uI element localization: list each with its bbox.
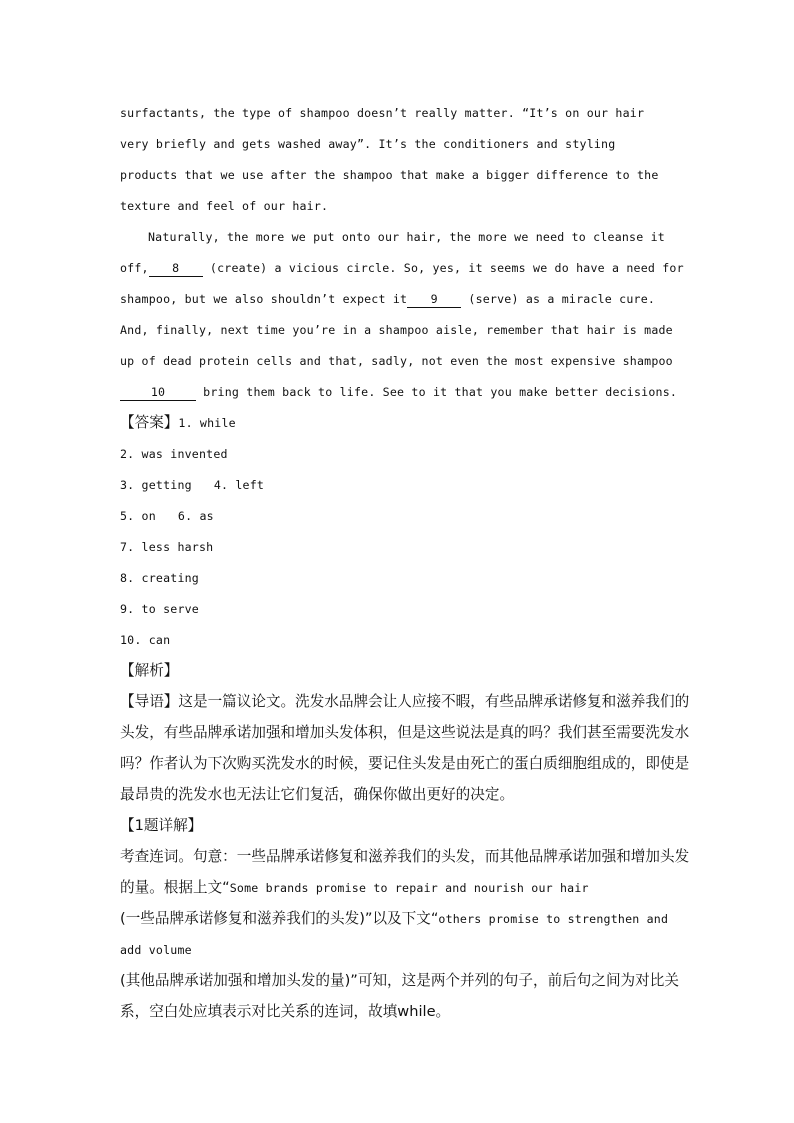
analysis-line: (其他品牌承诺加强和增加头发的量)”可知，这是两个并列的句子，前后句之间为对比关	[120, 972, 679, 989]
analysis-text: 的量。根据上文“	[120, 879, 230, 896]
passage-text: off,	[120, 261, 149, 275]
passage-line	[120, 288, 680, 319]
analysis-section	[120, 660, 690, 1032]
analysis-line: 最昂贵的洗发水也无法让它们复活，确保你做出更好的决定。	[120, 786, 515, 803]
intro-label: 【导语】	[120, 693, 179, 710]
passage-text: (create) a vicious circle. So, yes, it seems we do have a need for	[202, 261, 684, 275]
passage-line: And, finally, next time you’re in a shampoo aisle, remember that hair is made	[120, 323, 673, 337]
answer-item: 7. less harsh	[120, 540, 214, 554]
blank-10: 10	[120, 385, 196, 401]
answer-item: 5. on	[120, 509, 156, 523]
answer-line	[120, 505, 680, 536]
passage-text: shampoo, but we also shouldn’t expect it	[120, 292, 408, 306]
passage-text: (serve) as a miracle cure.	[461, 292, 656, 306]
passage-paragraph-1	[120, 102, 680, 226]
answer-item: 3. getting	[120, 478, 192, 492]
answer-item: 8. creating	[120, 571, 199, 585]
analysis-quote: Some brands promise to repair and nourish our hair	[229, 881, 589, 895]
answer-item: 1. while	[178, 416, 236, 430]
analysis-line	[120, 691, 690, 722]
blank-9: 9	[407, 292, 461, 308]
passage-line: up of dead protein cells and that, sadly, not even the most expensive shampoo	[120, 354, 673, 368]
answer-item: 2. was invented	[120, 447, 228, 461]
answer-item: 9. to serve	[120, 602, 199, 616]
analysis-line	[120, 908, 680, 939]
passage-paragraph-2	[120, 226, 684, 412]
answers-label: 【答案】	[120, 414, 179, 431]
answer-item: 4. left	[213, 478, 265, 492]
passage-line: surfactants, the type of shampoo doesn’t really matter. “It’s on our hair	[120, 106, 645, 120]
passage-line: products that we use after the shampoo that make a bigger difference to the	[120, 168, 659, 182]
analysis-quote: others promise to strengthen and	[438, 912, 669, 926]
analysis-line: 头发，有些品牌承诺加强和增加头发体积，但是这些说法是真的吗？我们甚至需要洗发水	[120, 724, 690, 741]
analysis-line: 吗？作者认为下次购买洗发水的时候，要记住头发是由死亡的蛋白质细胞组成的，即使是	[120, 755, 690, 772]
answer-item: 10. can	[120, 633, 171, 647]
passage-text: bring them back to life. See to it that you make better decisions.	[196, 385, 678, 399]
answer-item: 6. as	[177, 509, 214, 523]
answer-line	[120, 474, 680, 505]
page-content	[120, 102, 690, 1032]
question-1-label: 【1题详解】	[120, 817, 203, 834]
analysis-line: 考查连词。句意：一些品牌承诺修复和滋养我们的头发，而其他品牌承诺加强和增加头发	[120, 848, 690, 865]
blank-8: 8	[149, 261, 203, 277]
analysis-text: (一些品牌承诺修复和滋养我们的头发)”以及下文“	[120, 910, 439, 927]
passage-line: very briefly and gets washed away”. It’s the conditioners and styling	[120, 137, 616, 151]
analysis-quote: add volume	[120, 943, 192, 957]
analysis-line: 系，空白处应填表示对比关系的连词，故填while。	[120, 1003, 451, 1020]
passage-line	[120, 257, 684, 288]
answer-line	[120, 412, 680, 443]
passage-line	[120, 381, 680, 412]
answers-section	[120, 412, 680, 660]
passage-line: Naturally, the more we put onto our hair, the more we need to cleanse it	[148, 230, 665, 244]
analysis-line	[120, 877, 680, 908]
analysis-label: 【解析】	[120, 662, 179, 679]
passage-line: texture and feel of our hair.	[120, 199, 329, 213]
analysis-text: 这是一篇议论文。洗发水品牌会让人应接不暇，有些品牌承诺修复和滋养我们的	[178, 693, 690, 710]
